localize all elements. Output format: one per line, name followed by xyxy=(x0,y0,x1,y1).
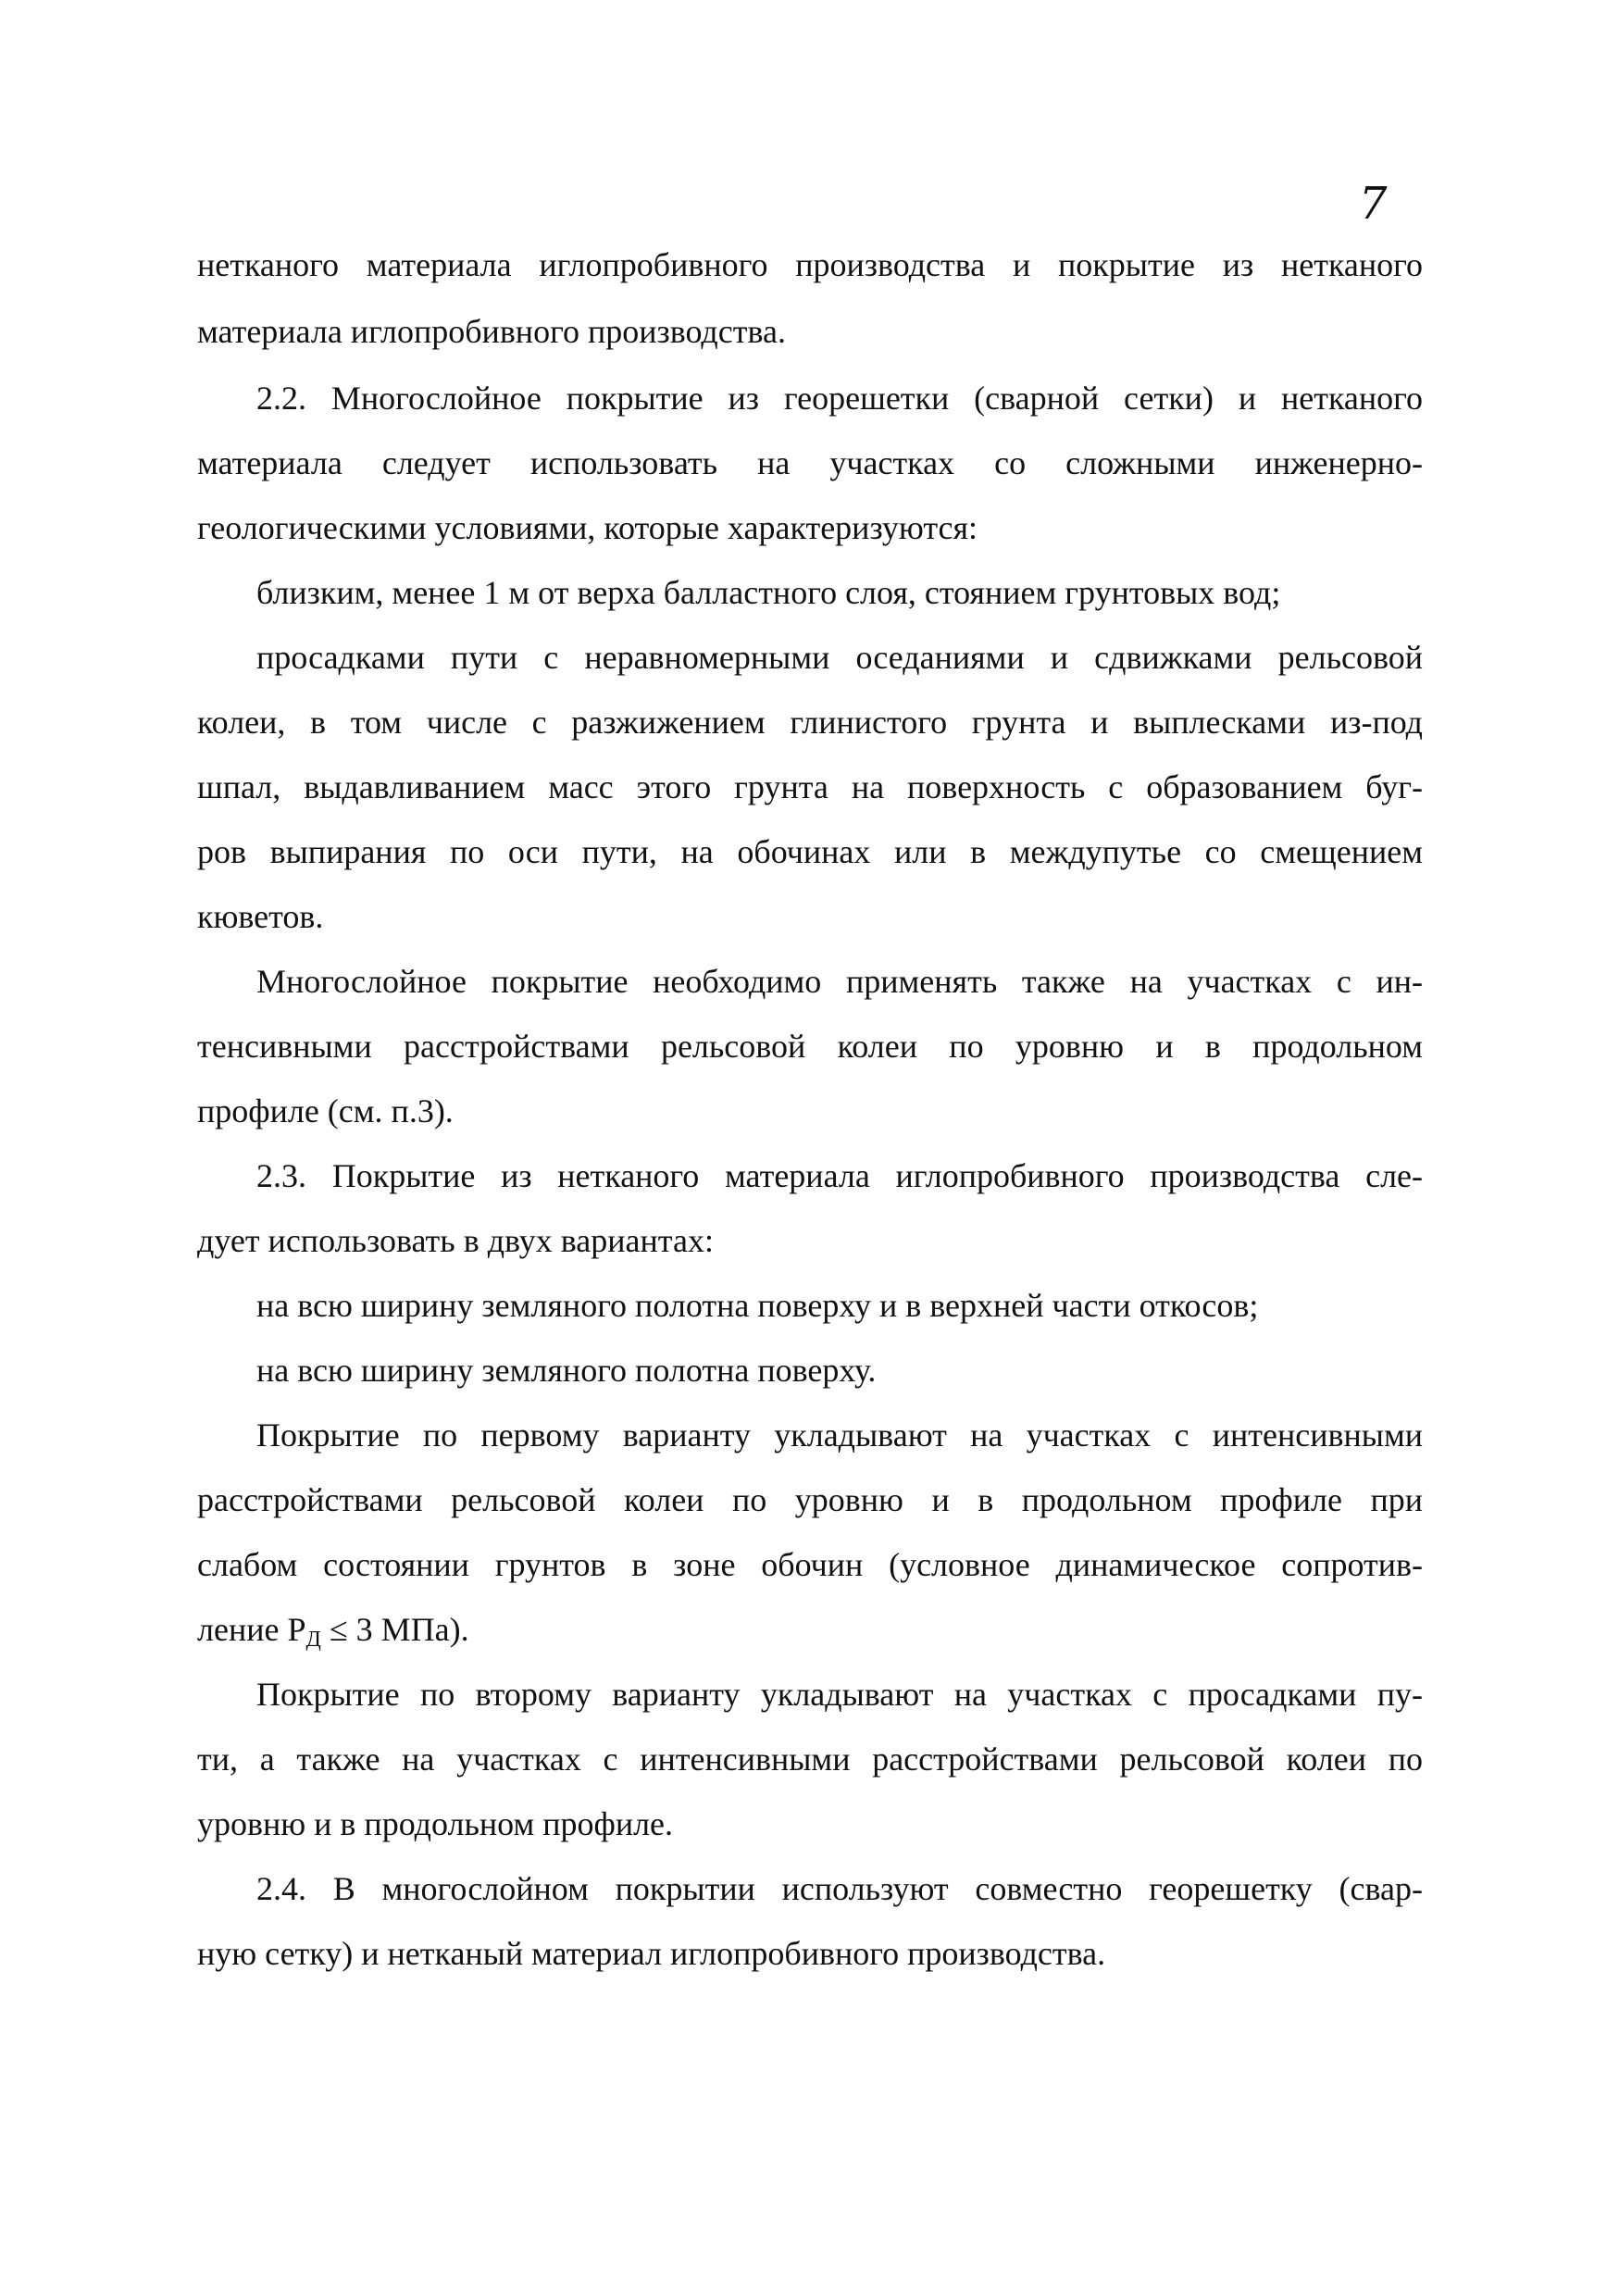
text-line: профиле (см. п.3). xyxy=(197,1092,454,1129)
text-line: 2.3. Покрытие из нетканого материала иглопробивного производства сле- xyxy=(256,1157,1423,1194)
text-line: ров выпирания по оси пути, на обочинах или в междупутье со смещением xyxy=(197,833,1423,870)
text-line: материала следует использовать на участках со сложными инженерно- xyxy=(197,444,1423,481)
text-line: 2.2. Многослойное покрытие из георешетки (сварной сетки) и нетканого xyxy=(256,380,1423,417)
text-line xyxy=(197,1611,469,1652)
text-line: тенсивными расстройствами рельсовой колеи по уровню и в продольном xyxy=(197,1028,1423,1065)
text-line: слабом состоянии грунтов в зоне обочин (условное динамическое сопротив- xyxy=(197,1546,1423,1583)
text-line: ти, а также на участках с интенсивными расстройствами рельсовой колеи по xyxy=(197,1741,1423,1778)
text-line: просадками пути с неравномерными оседаниями и сдвижками рельсовой xyxy=(256,639,1423,676)
text-line: дует использовать в двух вариантах: xyxy=(197,1222,714,1259)
text-line: близким, менее 1 м от верха балластного слоя, стоянием грунтовых вод; xyxy=(256,574,1281,611)
pressure-symbol: Р xyxy=(287,1611,306,1648)
text-line: геологическими условиями, которые характеризуются: xyxy=(197,509,978,546)
text-line: материала иглопробивного производства. xyxy=(197,313,786,350)
text-line: Покрытие по первому варианту укладывают на участках с интенсивными xyxy=(256,1416,1423,1454)
text-line: ную сетку) и нетканый материал иглопробивного производства. xyxy=(197,1935,1106,1972)
text-line: расстройствами рельсовой колеи по уровню и в продольном профиле при xyxy=(197,1481,1423,1518)
text-line: нетканого материала иглопробивного производства и покрытие из нетканого xyxy=(197,246,1423,283)
text-line: шпал, выдавливанием масс этого грунта на поверхность с образованием буг- xyxy=(197,768,1423,805)
text-line: на всю ширину земляного полотна поверху и в верхней части откосов; xyxy=(256,1287,1259,1324)
text-line: колеи, в том числе с разжижением глинистого грунта и выплесками из-под xyxy=(197,704,1423,741)
text-line: Покрытие по второму варианту укладывают на участках с просадками пу- xyxy=(256,1676,1423,1713)
text-segment: ≤ 3 МПа). xyxy=(320,1611,469,1648)
text-line: 2.4. В многослойном покрытии используют совместно георешетку (свар- xyxy=(256,1870,1423,1907)
page-number: 7 xyxy=(1359,178,1388,230)
text-segment: ление xyxy=(197,1611,288,1648)
pressure-subscript: Д xyxy=(305,1628,321,1652)
text-line: на всю ширину земляного полотна поверху. xyxy=(256,1352,877,1389)
text-line: уровню и в продольном профиле. xyxy=(197,1805,674,1842)
text-line: кюветов. xyxy=(197,898,324,935)
text-line: Многослойное покрытие необходимо применять также на участках с ин- xyxy=(256,963,1423,1000)
